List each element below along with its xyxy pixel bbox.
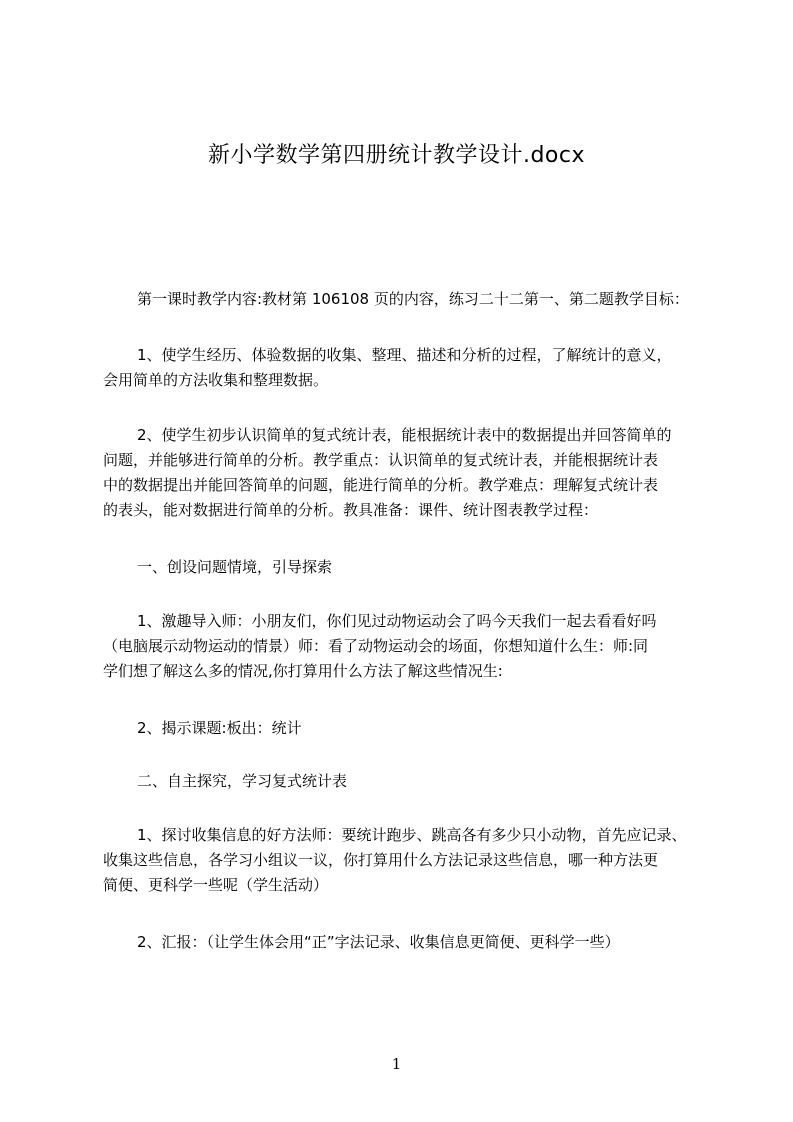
paragraph-9	[103, 930, 723, 955]
paragraph-line: 1、激趣导入师：小朋友们，你们见过动物运动会了吗今天我们一起去看看好吗	[137, 612, 657, 630]
paragraph-6	[103, 716, 723, 741]
paragraph-line: 2、汇报：（让学生体会用“正”字法记录、收集信息更简便、更科学一些）	[137, 933, 620, 951]
paragraph-line: 一、创设问题情境，引导探索	[137, 558, 333, 576]
paragraph-line: 1、使学生经历、体验数据的收集、整理、描述和分析的过程，了解统计的意义，	[137, 346, 672, 364]
paragraph-line: 2、揭示课题:板出：统计	[137, 719, 302, 737]
paragraph-line: 问题，并能够进行简单的分析。教学重点：认识简单的复式统计表，并能根据统计表	[103, 451, 659, 469]
paragraph-line: 简便、更科学一些呢（学生活动）	[103, 876, 329, 894]
paragraph-line: 第一课时教学内容:教材第 106108 页的内容，练习二十二第一、第二题教学目标：	[137, 290, 689, 308]
paragraph-line: 学们想了解这么多的情况,你打算用什么方法了解这些情况生:	[103, 662, 503, 680]
paragraph-5	[103, 609, 723, 684]
paragraph-line: 收集这些信息，各学习小组议一议，你打算用什么方法记录这些信息，哪一种方法更	[103, 851, 659, 869]
paragraph-8	[103, 823, 723, 898]
section-heading-1	[103, 555, 723, 580]
document-title: 新小学数学第四册统计教学设计.docx	[207, 143, 586, 168]
paragraph-line: 中的数据提出并能回答简单的问题，能进行简单的分析。教学难点：理解复式统计表	[103, 476, 659, 494]
page-number: 1	[391, 1055, 402, 1073]
section-heading-2	[103, 769, 723, 794]
paragraph-3	[103, 423, 723, 523]
paragraph-2	[103, 343, 723, 393]
paragraph-line: 会用简单的方法收集和整理数据。	[103, 371, 329, 389]
paragraph-line: （电脑展示动物运动的情景）师：看了动物运动会的场面，你想知道什么生：师:同	[103, 637, 649, 655]
paragraph-line: 2、使学生初步认识简单的复式统计表，能根据统计表中的数据提出并回答简单的	[137, 426, 672, 444]
paragraph-1	[103, 287, 723, 312]
paragraph-line: 二、自主探究，学习复式统计表	[137, 772, 348, 790]
paragraph-line: 的表头，能对数据进行简单的分析。教具准备：课件、统计图表教学过程：	[103, 501, 599, 519]
paragraph-line: 1、探讨收集信息的好方法师：要统计跑步、跳高各有多少只小动物，首先应记录、	[137, 826, 687, 844]
